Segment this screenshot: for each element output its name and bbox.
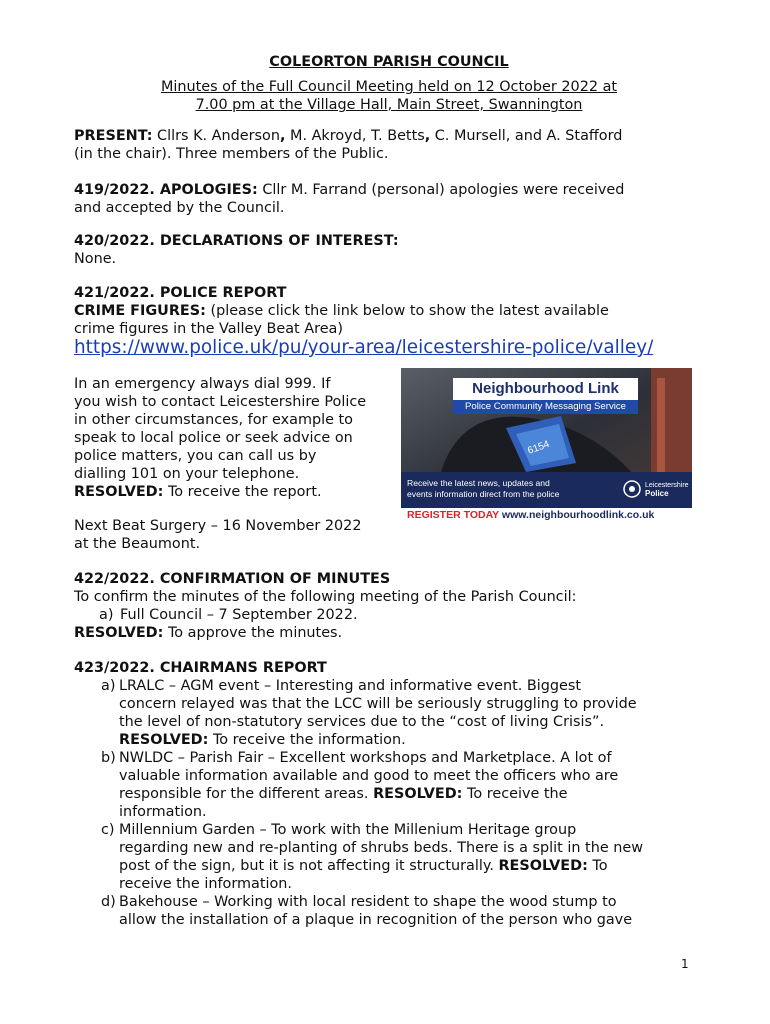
document-title: COLEORTON PARISH COUNCIL: [269, 54, 509, 70]
resolved-label: RESOLVED:: [119, 732, 209, 748]
present-label: PRESENT:: [74, 128, 153, 144]
resolved-label: RESOLVED:: [74, 625, 164, 641]
list-item: a) LRALC – AGM event – Interesting and informative event. Biggest concern relayed was that the LCC will be seriously struggling to provide the level of non-statutory services due to the “cost of living Crisis”. RESOLVED: To receive the information.: [101, 678, 637, 748]
chairmans-report-heading: 423/2022. CHAIRMANS REPORT: [74, 660, 327, 676]
beat-surgery-paragraph: Next Beat Surgery – 16 November 2022 at the Beaumont.: [74, 518, 362, 552]
apologies-label: 419/2022. APOLOGIES:: [74, 182, 258, 198]
present-paragraph: PRESENT: Cllrs K. Anderson, M. Akroyd, T. Betts, C. Mursell, and A. Stafford (in the chair). Three members of the Public.: [74, 128, 623, 162]
resolved-label: RESOLVED:: [373, 786, 463, 802]
document-subtitle-line1: Minutes of the Full Council Meeting held on 12 October 2022 at: [160, 79, 618, 95]
police-crest-icon: [623, 478, 641, 500]
list-item: b) NWLDC – Parish Fair – Excellent workshops and Marketplace. A lot of valuable information available and good to meet the officers who are responsible for the different areas. RESOLVED: To receive the information.: [101, 750, 619, 820]
list-item: c) Millennium Garden – To work with the Millenium Heritage group regarding new and re-planting of shrubs beds. There is a split in the new post of the sign, but it is not affecting it structurally. RESOLVED: To receive the information.: [101, 822, 643, 892]
banner-website: www.neighbourhoodlink.co.uk: [499, 509, 655, 521]
declarations-label: 420/2022. DECLARATIONS OF INTEREST:: [74, 233, 399, 249]
leicestershire-police-logo: Leicestershire Police: [623, 476, 689, 504]
list-item: a) Full Council – 7 September 2022.: [99, 607, 358, 623]
banner-title: Neighbourhood Link: [453, 378, 638, 400]
list-item: d) Bakehouse – Working with local resident to shape the wood stump to allow the installation of a plaque in recognition of the person who gave: [101, 894, 633, 928]
confirmation-minutes-heading: 422/2022. CONFIRMATION OF MINUTES: [74, 571, 391, 587]
resolved-label: RESOLVED:: [74, 484, 164, 500]
document-subtitle-line2: 7.00 pm at the Village Hall, Main Street, Swannington: [195, 97, 583, 113]
declarations-paragraph: 420/2022. DECLARATIONS OF INTEREST: None.: [74, 233, 399, 267]
chairmans-report-list: [74, 677, 704, 929]
crime-figures-link[interactable]: https://www.police.uk/pu/your-area/leicestershire-police/valley/: [74, 337, 654, 358]
police-report-section: 421/2022. POLICE REPORT CRIME FIGURES: (please click the link below to show the latest available crime figures in the Valley Beat Area): [74, 285, 609, 337]
apologies-paragraph: 419/2022. APOLOGIES: Cllr M. Farrand (personal) apologies were received and accepted by the Council.: [74, 182, 625, 216]
page-number: 1: [681, 957, 689, 971]
svg-text:6154: 6154: [526, 438, 551, 457]
neighbourhood-link-banner[interactable]: [401, 368, 692, 523]
confirmation-minutes-section: 422/2022. CONFIRMATION OF MINUTES To confirm the minutes of the following meeting of the Parish Council:: [74, 571, 577, 605]
crime-figures-label: CRIME FIGURES:: [74, 303, 206, 319]
banner-subtitle: Police Community Messaging Service: [453, 400, 638, 414]
police-report-heading: 421/2022. POLICE REPORT: [74, 285, 287, 301]
banner-text: Receive the latest news, updates and events information direct from the police: [407, 478, 560, 499]
police-contact-paragraph: In an emergency always dial 999. If you wish to contact Leicestershire Police in other circumstances, for example to speak to local police or seek advice on police matters, you can call us by dialling 101 on your telephone. RESOLVED: To receive the report.: [74, 376, 367, 500]
resolved-label: RESOLVED:: [498, 858, 588, 874]
banner-register: REGISTER TODAY www.neighbourhoodlink.co.uk: [407, 509, 655, 521]
minutes-resolved: RESOLVED: To approve the minutes.: [74, 625, 343, 641]
